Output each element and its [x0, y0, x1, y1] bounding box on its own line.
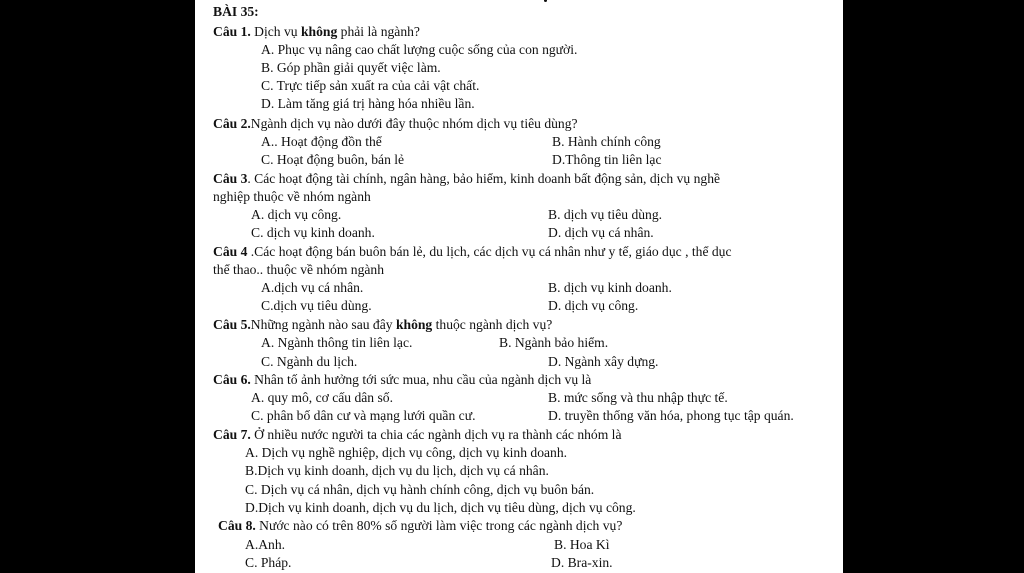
option-c: C. Trực tiếp sản xuất ra của cải vật chất. [261, 78, 480, 93]
option-b: B. Hành chính công [552, 134, 661, 149]
option-a: A. quy mô, cơ cấu dân số. [251, 390, 393, 405]
question-1 [213, 24, 420, 40]
option-c: C. Ngành du lịch. [261, 354, 358, 369]
option-d: D. Ngành xây dựng. [548, 354, 659, 369]
option-b: B. Hoa Kì [554, 537, 610, 552]
option-c: C. Dịch vụ cá nhân, dịch vụ hành chính công, dịch vụ buôn bán. [245, 482, 595, 497]
lesson-title: BÀI 35: [213, 4, 259, 19]
option-d: D. dịch vụ cá nhân. [548, 225, 654, 240]
question-5 [213, 317, 552, 333]
question-number: Câu 4 [213, 244, 248, 259]
document-page [195, 0, 843, 573]
question-number: Câu 2. [213, 116, 251, 131]
question-8 [218, 518, 622, 534]
question-3-cont: nghiệp thuộc về nhóm ngành [213, 189, 371, 204]
option-b: B. Ngành bảo hiểm. [499, 335, 609, 350]
question-number: Câu 1. [213, 24, 251, 39]
question-text: Ngành dịch vụ nào dưới đây thuộc nhóm dịch vụ tiêu dùng? [250, 116, 578, 131]
option-c: C. Hoạt động buôn, bán lẻ [261, 152, 405, 167]
question-number: Câu 5. [213, 317, 251, 332]
question-text: Ở nhiều nước người ta chia các ngành dịch vụ ra thành các nhóm là [250, 427, 622, 442]
question-3 [213, 171, 720, 187]
question-text: phải là ngành? [337, 24, 420, 39]
option-b: B. dịch vụ tiêu dùng. [548, 207, 663, 222]
option-a: A. Dịch vụ nghề nghiệp, dịch vụ công, dịch vụ kinh doanh. [245, 445, 568, 460]
option-d: D. truyền thống văn hóa, phong tục tập quán. [548, 408, 794, 423]
option-d: D. dịch vụ công. [548, 298, 639, 313]
question-text: Nước nào có trên 80% số người làm việc trong các ngành dịch vụ? [255, 518, 623, 533]
emphasis: không [301, 24, 338, 39]
option-a: A.. Hoạt động đồn thể [261, 134, 382, 149]
option-b: B.Dịch vụ kinh doanh, dịch vụ du lịch, dịch vụ cá nhân. [245, 463, 549, 478]
option-c: C. Pháp. [245, 555, 292, 570]
option-b: B. mức sống và thu nhập thực tế. [548, 390, 728, 405]
option-c: C. dịch vụ kinh doanh. [251, 225, 375, 240]
question-4 [213, 244, 732, 260]
option-b: B. dịch vụ kinh doanh. [548, 280, 672, 295]
option-c: C.dịch vụ tiêu dùng. [261, 298, 372, 313]
question-text: thuộc ngành dịch vụ? [432, 317, 553, 332]
option-a: A. Phục vụ nâng cao chất lượng cuộc sống của con người. [261, 42, 578, 57]
question-text: Dịch vụ [250, 24, 301, 39]
question-number: Câu 3 [213, 171, 248, 186]
option-a: A. Ngành thông tin liên lạc. [261, 335, 413, 350]
option-d: D. Bra-xin. [551, 555, 613, 570]
question-4-cont: thể thao.. thuộc về nhóm ngành [213, 262, 385, 277]
option-b: B. Góp phần giải quyết việc làm. [261, 60, 441, 75]
question-number: Câu 8. [218, 518, 256, 533]
question-6 [213, 372, 591, 388]
option-a: A.Anh. [245, 537, 286, 552]
question-2 [213, 116, 578, 132]
option-d: D. Làm tăng giá trị hàng hóa nhiều lần. [261, 96, 475, 111]
question-text: . Các hoạt động tài chính, ngân hàng, bảo hiểm, kinh doanh bất động sản, dịch vụ nghề [247, 171, 721, 186]
option-a: A.dịch vụ cá nhân. [261, 280, 364, 295]
emphasis: không [395, 317, 433, 332]
question-text: Nhân tố ảnh hưởng tới sức mua, nhu cầu của ngành dịch vụ là [250, 372, 592, 387]
option-c: C. phân bố dân cư và mạng lưới quần cư. [251, 408, 476, 423]
question-text: Những ngành nào sau đây [250, 317, 396, 332]
option-d: D.Thông tin liên lạc [552, 152, 662, 167]
question-number: Câu 6. [213, 372, 251, 387]
option-a: A. dịch vụ công. [251, 207, 342, 222]
question-number: Câu 7. [213, 427, 251, 442]
question-text: .Các hoạt động bán buôn bán lẻ, du lịch, các dịch vụ cá nhân như y tế, giáo dục , thể dục [247, 244, 732, 259]
question-7 [213, 427, 622, 443]
option-d: D.Dịch vụ kinh doanh, dịch vụ du lịch, dịch vụ tiêu dùng, dịch vụ công. [245, 500, 636, 515]
stray-mark [544, 0, 547, 2]
